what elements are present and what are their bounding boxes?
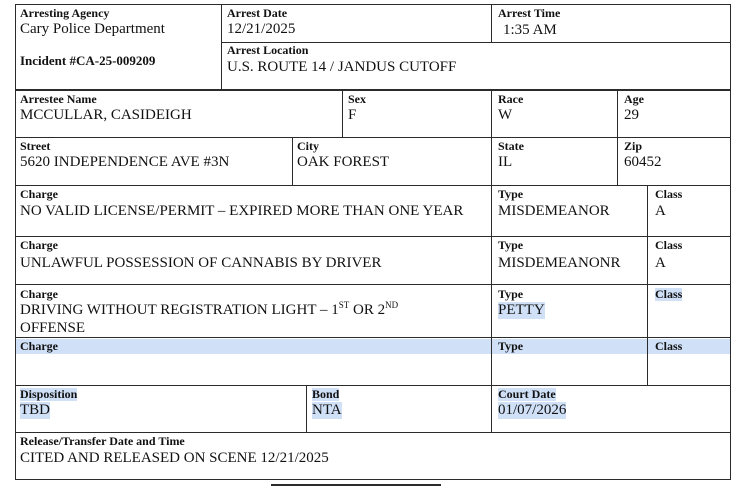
- charge3-type-value: PETTY: [498, 302, 545, 318]
- charge3-value: [20, 302, 398, 319]
- disposition-value: TBD: [20, 402, 50, 418]
- charge1-value: NO VALID LICENSE/PERMIT – EXPIRED MORE THAN ONE YEAR: [20, 203, 464, 219]
- rule-v-race: [491, 90, 492, 185]
- charge2-class-label: Class: [655, 238, 683, 252]
- rule-v-sex: [342, 90, 343, 137]
- arrestee-name-label: Arrestee Name: [20, 92, 97, 106]
- age-value: 29: [624, 107, 639, 123]
- charge2-label: Charge: [20, 238, 58, 252]
- zip-label: Zip: [624, 139, 643, 153]
- charge4-highlight-band: [16, 339, 730, 354]
- charge2-class-value: A: [655, 255, 666, 271]
- state-value: IL: [498, 154, 513, 170]
- release-label: Release/Transfer Date and Time: [20, 434, 185, 448]
- charge3-value-line2: OFFENSE: [20, 320, 86, 336]
- rule-row9: [15, 432, 731, 433]
- rule-row2: [15, 90, 731, 91]
- rule-v-class: [647, 185, 648, 385]
- sex-value: F: [348, 107, 357, 123]
- charge1-class-value: A: [655, 203, 666, 219]
- charge1-type-value: MISDEMEANOR: [498, 203, 610, 219]
- rule-row4: [15, 185, 731, 186]
- sex-label: Sex: [348, 92, 366, 106]
- age-label: Age: [624, 92, 644, 106]
- race-label: Race: [498, 92, 524, 106]
- rule-v-agency: [221, 4, 222, 89]
- charge4-type-label: Type: [498, 339, 524, 353]
- arrest-time-label: Arrest Time: [498, 6, 561, 20]
- charge2-type-value: MISDEMEANONR: [498, 255, 621, 271]
- rule-row3: [15, 137, 731, 138]
- charge4-class-label: Class: [655, 339, 683, 353]
- rule-row8: [15, 385, 731, 386]
- signature-line: [271, 484, 441, 486]
- charge2-value: UNLAWFUL POSSESSION OF CANNABIS BY DRIVER: [20, 255, 382, 271]
- rule-v-bond: [306, 385, 307, 432]
- rule-row10: [15, 479, 731, 480]
- court-date-label: Court Date: [498, 387, 556, 401]
- rule-v-time: [491, 4, 492, 42]
- race-value: W: [498, 107, 513, 123]
- zip-value: 60452: [624, 154, 662, 170]
- arrest-location-value: U.S. ROUTE 14 / JANDUS CUTOFF: [227, 59, 457, 75]
- state-label: State: [498, 139, 524, 153]
- charge1-label: Charge: [20, 187, 58, 201]
- charge3-sup1: ST: [338, 300, 350, 310]
- arrestee-name-value: MCCULLAR, CASIDEIGH: [20, 107, 192, 123]
- arrest-time-value: 1:35 AM: [503, 22, 557, 38]
- rule-row7: [15, 337, 731, 338]
- bond-value: NTA: [312, 402, 342, 418]
- court-date-value: 01/07/2026: [498, 402, 567, 418]
- charge3-text-part1: DRIVING WITHOUT REGISTRATION LIGHT – 1: [20, 302, 339, 318]
- charge3-label: Charge: [20, 287, 58, 301]
- incident-number: Incident #CA-25-009209: [20, 53, 156, 68]
- rule-v-city: [292, 137, 293, 185]
- street-value: 5620 INDEPENDENCE AVE #3N: [20, 154, 230, 170]
- charge3-class-label: Class: [655, 287, 683, 301]
- rule-top: [15, 4, 731, 5]
- disposition-label: Disposition: [20, 387, 78, 401]
- street-label: Street: [20, 139, 51, 153]
- city-value: OAK FOREST: [297, 154, 390, 170]
- rule-row5: [15, 236, 731, 237]
- charge2-type-label: Type: [498, 238, 524, 252]
- release-value: CITED AND RELEASED ON SCENE 12/21/2025: [20, 450, 329, 466]
- charge3-sup2: ND: [385, 300, 399, 310]
- rule-v-type: [491, 185, 492, 432]
- rule-row6: [15, 284, 731, 285]
- city-label: City: [297, 139, 319, 153]
- charge3-type-label: Type: [498, 287, 524, 301]
- rule-left: [15, 4, 16, 480]
- charge1-class-label: Class: [655, 187, 683, 201]
- agency-value: Cary Police Department: [20, 21, 165, 37]
- arrest-date-value: 12/21/2025: [227, 21, 296, 37]
- rule-v-age: [617, 90, 618, 185]
- bond-label: Bond: [312, 387, 340, 401]
- arrest-date-label: Arrest Date: [227, 6, 288, 20]
- arrest-location-label: Arrest Location: [227, 43, 309, 57]
- charge4-label: Charge: [20, 339, 58, 353]
- charge1-type-label: Type: [498, 187, 524, 201]
- rule-right: [730, 4, 731, 480]
- agency-label: Arresting Agency: [20, 6, 110, 20]
- charge3-text-part2: OR 2: [349, 302, 386, 318]
